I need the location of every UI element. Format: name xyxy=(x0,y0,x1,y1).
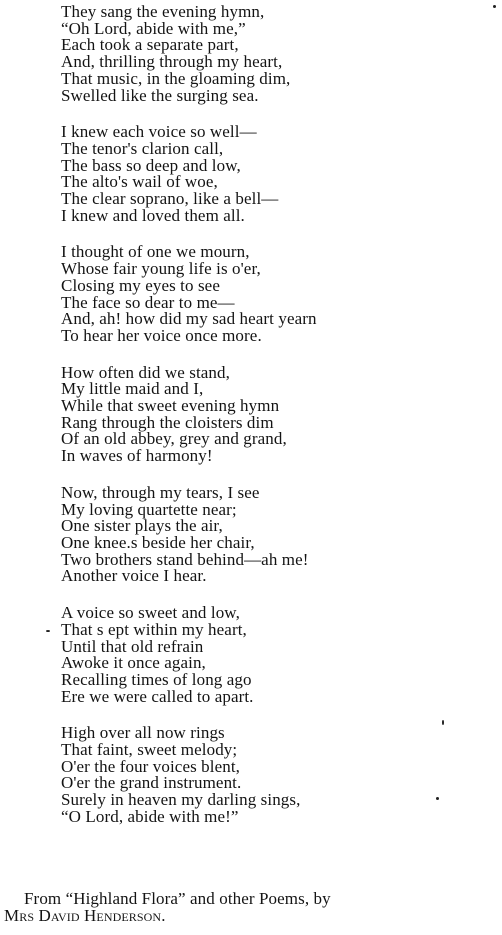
stanza xyxy=(61,244,497,344)
poem-line: My loving quartette near; xyxy=(61,499,237,519)
poem-credit xyxy=(4,891,498,924)
poem-line: The face so dear to me— xyxy=(61,292,235,312)
stanza xyxy=(61,725,497,825)
poem-line: Surely in heaven my darling sings, xyxy=(61,790,301,810)
poem-line: Swelled like the surging sea. xyxy=(61,85,259,105)
poem-line: Two brothers stand behind—ah me! xyxy=(61,549,309,569)
poem-line: The clear soprano, like a bell— xyxy=(61,189,279,209)
stanza xyxy=(61,362,497,466)
poem-line: The tenor's clarion call, xyxy=(61,138,224,158)
poem-line: That music, in the gloaming dim, xyxy=(61,68,291,88)
poem-line: My little maid and I, xyxy=(61,379,204,399)
credit-author: Mrs David Henderson. xyxy=(4,905,166,925)
poem-line: I thought of one we mourn, xyxy=(61,242,250,262)
scan-speck xyxy=(493,5,496,8)
poem-line: Whose fair young life is o'er, xyxy=(61,259,261,279)
poem-line: The alto's wail of woe, xyxy=(61,172,218,192)
poem-line: “Oh Lord, abide with me,” xyxy=(61,18,246,38)
poem-line: Of an old abbey, grey and grand, xyxy=(61,429,287,449)
poem-line: Closing my eyes to see xyxy=(61,275,220,295)
poem-line: High over all now rings xyxy=(61,723,225,743)
poem-line: That faint, sweet melody; xyxy=(61,740,238,760)
poem-line: “O Lord, abide with me!” xyxy=(61,806,239,826)
poem-line: That s ept within my heart, xyxy=(61,619,247,639)
poem-line: Rang through the cloisters dim xyxy=(61,412,274,432)
poem-line: While that sweet evening hymn xyxy=(61,396,280,416)
poem-line: A voice so sweet and low, xyxy=(61,603,240,623)
stanza xyxy=(61,124,497,224)
scan-speck xyxy=(442,720,444,725)
scan-speck xyxy=(436,797,439,800)
poem-line: I knew and loved them all. xyxy=(61,205,245,225)
poem-line: O'er the grand instrument. xyxy=(61,773,242,793)
stanza xyxy=(61,4,497,104)
poem-line: I knew each voice so well— xyxy=(61,122,257,142)
credit-source-line: From “Highland Flora” and other Poems, by xyxy=(24,889,331,908)
poem-line: In waves of harmony! xyxy=(61,446,213,466)
poem-line: And, ah! how did my sad heart yearn xyxy=(61,309,317,329)
poem-line: One sister plays the air, xyxy=(61,516,223,536)
poem-line: Now, through my tears, I see xyxy=(61,482,260,502)
poem-line: Each took a separate part, xyxy=(61,35,239,55)
poem-line: Ere we were called to apart. xyxy=(61,686,254,706)
poem-body xyxy=(61,4,497,846)
poem-line: Another voice I hear. xyxy=(61,566,207,586)
poem-line: Until that old refrain xyxy=(61,636,204,656)
poem-line: How often did we stand, xyxy=(61,362,230,382)
poem-line: Recalling times of long ago xyxy=(61,669,252,689)
poem-line: They sang the evening hymn, xyxy=(61,2,265,21)
poem-line: One knee.s beside her chair, xyxy=(61,532,255,552)
stanza xyxy=(61,482,497,586)
poem-line: To hear her voice once more. xyxy=(61,325,262,345)
poem-line: The bass so deep and low, xyxy=(61,155,241,175)
poem-line: And, thrilling through my heart, xyxy=(61,52,283,72)
stanza xyxy=(61,605,497,705)
poem-line: O'er the four voices blent, xyxy=(61,756,241,776)
poem-line: Awoke it once again, xyxy=(61,653,206,673)
scan-speck xyxy=(46,630,50,632)
